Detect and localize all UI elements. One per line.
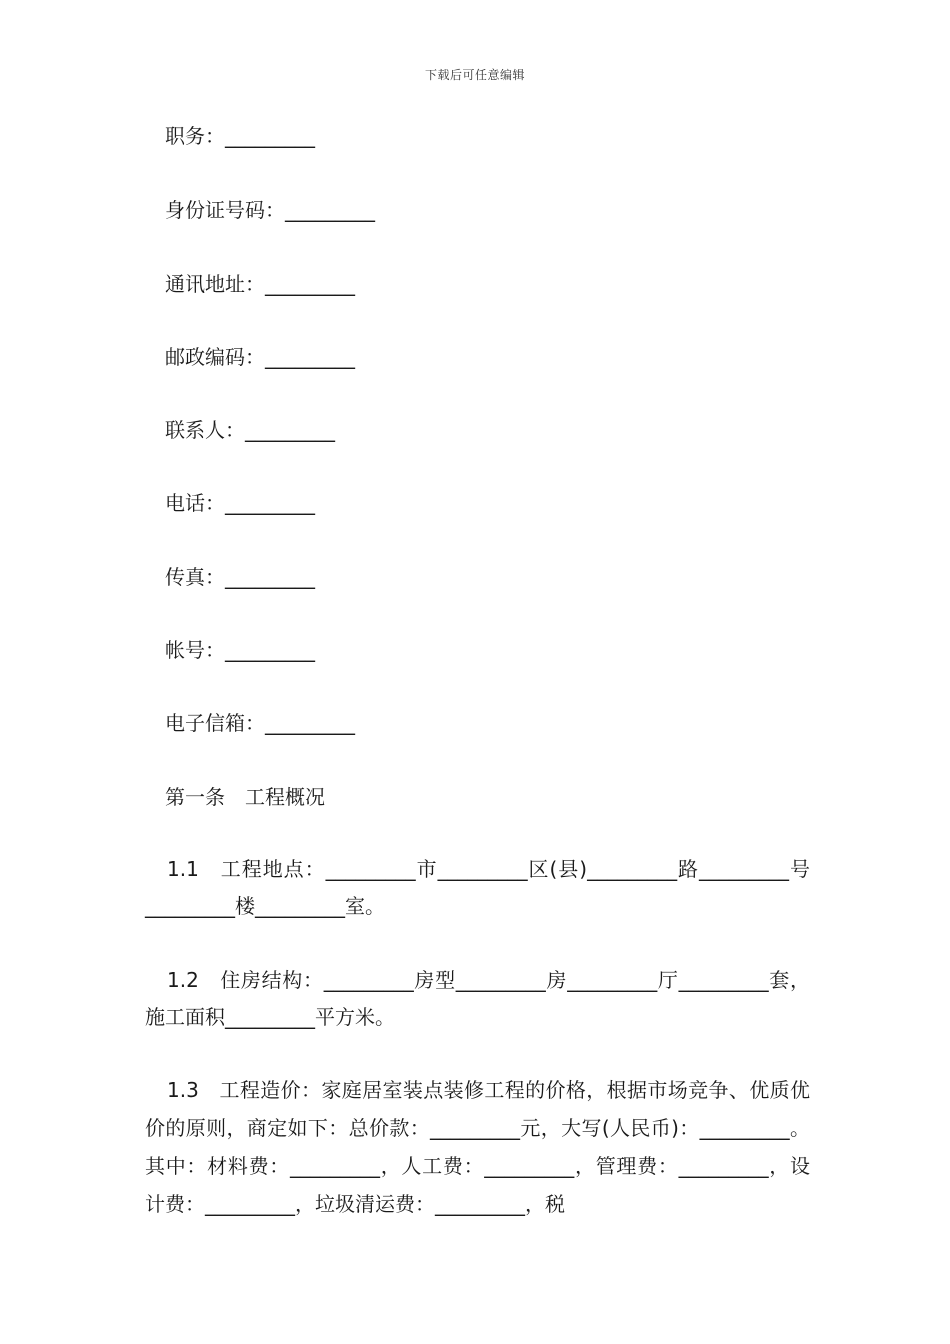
field-fax: 传真：_________ [165, 565, 315, 589]
field-position: 职务：_________ [165, 124, 315, 148]
paragraph-1-2: 1.2 住房结构：_________房型_________房_________厅_________套，施工面积_________平方米。 [145, 968, 810, 1029]
field-phone: 电话：_________ [165, 491, 315, 515]
page-header: 下载后可任意编辑 [424, 68, 525, 82]
field-contact: 联系人：_________ [165, 418, 335, 442]
paragraph-1-1: 1.1 工程地点：_________市_________区(县)_________路_________号_________楼_________室。 [145, 857, 810, 918]
field-account: 帐号：_________ [165, 638, 315, 662]
paragraph-1-3: 1.3 工程造价：家庭居室装点装修工程的价格，根据市场竞争、优质优价的原则，商定如下：总价款：_________元，大写(人民币)：_________。其中：材料费：_________，人工费：_________，管理费：_________，设计费：_________，垃圾清运费：_________，税 [145, 1078, 810, 1216]
field-id-number: 身份证号码：_________ [165, 198, 375, 222]
field-email: 电子信箱：_________ [165, 711, 355, 735]
field-address: 通讯地址：_________ [165, 272, 355, 296]
section-title: 第一条 工程概况 [165, 785, 325, 809]
field-postal-code: 邮政编码：_________ [165, 345, 355, 369]
